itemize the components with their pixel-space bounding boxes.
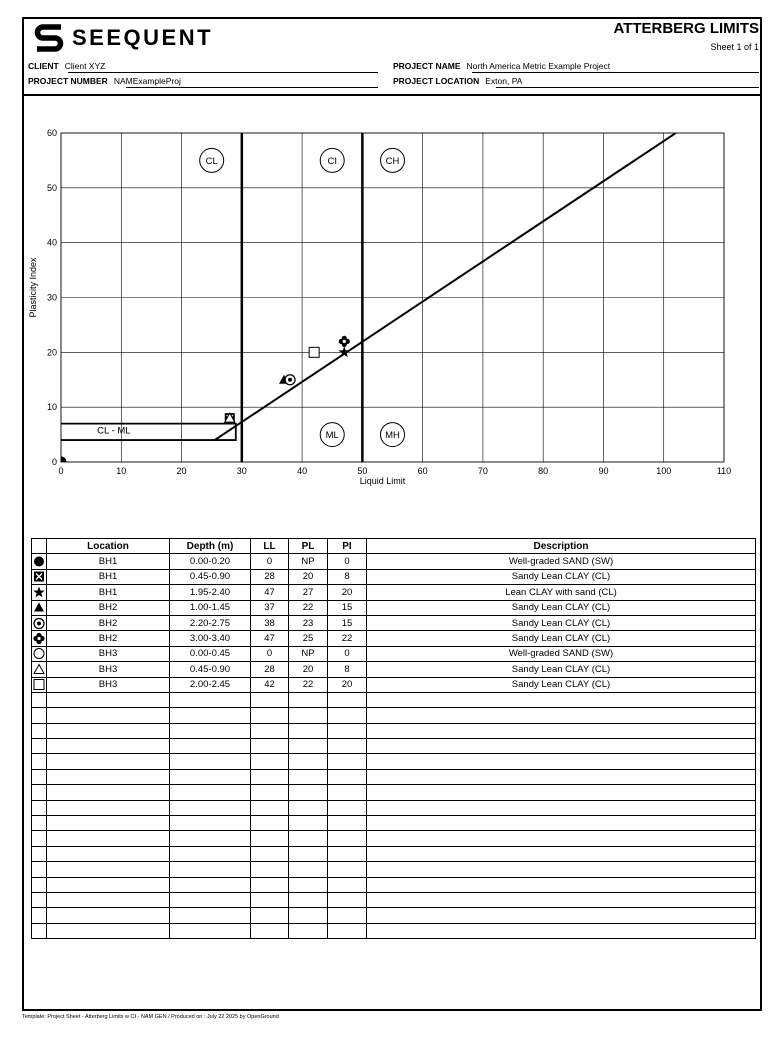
empty-table-row — [32, 739, 756, 754]
pi-cell: 15 — [328, 600, 367, 615]
zone-label: ML — [325, 430, 339, 442]
report-title: ATTERBERG LIMITS — [613, 20, 759, 37]
pi-cell: 8 — [328, 569, 367, 584]
ll-cell: 47 — [251, 631, 289, 646]
empty-cell — [328, 908, 367, 923]
empty-cell — [170, 739, 251, 754]
empty-cell — [289, 769, 328, 784]
pi-cell: 15 — [328, 615, 367, 630]
empty-cell — [170, 754, 251, 769]
empty-cell — [289, 708, 328, 723]
empty-cell — [170, 816, 251, 831]
empty-cell — [367, 800, 756, 815]
empty-cell — [32, 846, 47, 861]
table-row — [32, 677, 756, 692]
y-tick-label: 60 — [46, 128, 57, 138]
description-cell: Sandy Lean CLAY (CL) — [367, 569, 756, 584]
table-row — [32, 569, 756, 584]
depth-cell: 0.45-0.90 — [170, 662, 251, 677]
cl-ml-zone — [61, 424, 236, 440]
empty-cell — [32, 877, 47, 892]
project-number-value: NAMExampleProj — [113, 76, 181, 86]
depth-cell: 0.45-0.90 — [170, 569, 251, 584]
empty-cell — [367, 785, 756, 800]
symbol-cell — [32, 646, 47, 661]
empty-cell — [32, 908, 47, 923]
location-cell: BH1 — [47, 569, 170, 584]
empty-cell — [328, 816, 367, 831]
pl-cell: NP — [289, 646, 328, 661]
legend-symbol — [32, 663, 46, 676]
zone-label: CI — [327, 155, 337, 167]
empty-cell — [47, 877, 170, 892]
legend-symbol-shape — [34, 680, 44, 690]
empty-cell — [47, 785, 170, 800]
empty-cell — [32, 692, 47, 707]
y-tick-label: 40 — [46, 237, 57, 248]
footer-text: Template: Project Sheet - Atterberg Limits w CI - NAM GEN / Produced on : July 22 2025 by OpenGround — [22, 1014, 279, 1020]
empty-cell — [367, 831, 756, 846]
description-cell: Sandy Lean CLAY (CL) — [367, 631, 756, 646]
empty-cell — [251, 708, 289, 723]
table-row — [32, 554, 756, 569]
empty-cell — [47, 723, 170, 738]
empty-cell — [47, 816, 170, 831]
depth-cell: 3.00-3.40 — [170, 631, 251, 646]
legend-symbol-shape — [34, 649, 44, 659]
pl-header: PL — [289, 539, 328, 554]
empty-cell — [47, 754, 170, 769]
zone-label: CL — [205, 155, 218, 167]
empty-cell — [289, 908, 328, 923]
empty-cell — [328, 862, 367, 877]
empty-table-row — [32, 816, 756, 831]
legend-symbol — [32, 678, 46, 691]
location-cell: BH2 — [47, 631, 170, 646]
empty-table-row — [32, 892, 756, 907]
atterberg-table — [31, 538, 756, 939]
pi-cell: 8 — [328, 662, 367, 677]
ll-cell: 38 — [251, 615, 289, 630]
project-number-label: PROJECT NUMBER — [28, 76, 108, 86]
pi-cell: 0 — [328, 646, 367, 661]
empty-cell — [289, 877, 328, 892]
empty-cell — [289, 800, 328, 815]
y-tick-label: 20 — [46, 347, 57, 358]
empty-table-row — [32, 908, 756, 923]
empty-table-row — [32, 877, 756, 892]
symbol-cell — [32, 677, 47, 692]
empty-cell — [367, 892, 756, 907]
ll-cell: 28 — [251, 569, 289, 584]
pl-cell: 25 — [289, 631, 328, 646]
symbol-cell — [32, 662, 47, 677]
empty-cell — [289, 785, 328, 800]
data-point — [285, 375, 295, 385]
project-name-label: PROJECT NAME — [393, 61, 461, 71]
empty-cell — [32, 754, 47, 769]
empty-cell — [251, 892, 289, 907]
empty-cell — [32, 831, 47, 846]
symbol-cell — [32, 554, 47, 569]
empty-cell — [251, 754, 289, 769]
empty-table-row — [32, 923, 756, 938]
empty-cell — [367, 739, 756, 754]
zone-label: MH — [385, 430, 400, 442]
location-cell: BH3 — [47, 662, 170, 677]
legend-symbol — [32, 617, 46, 630]
ll-cell: 0 — [251, 554, 289, 569]
empty-cell — [170, 723, 251, 738]
sheet-number: Sheet 1 of 1 — [710, 42, 759, 52]
empty-cell — [289, 846, 328, 861]
x-tick-label: 80 — [538, 466, 549, 476]
pi-cell: 20 — [328, 585, 367, 600]
empty-cell — [289, 923, 328, 938]
empty-cell — [367, 923, 756, 938]
ll-cell: 42 — [251, 677, 289, 692]
empty-cell — [47, 831, 170, 846]
empty-cell — [328, 831, 367, 846]
empty-cell — [47, 769, 170, 784]
empty-cell — [367, 708, 756, 723]
empty-table-row — [32, 862, 756, 877]
pl-cell: NP — [289, 554, 328, 569]
x-tick-label: 0 — [58, 466, 64, 476]
symbol-cell — [32, 600, 47, 615]
empty-cell — [328, 846, 367, 861]
empty-cell — [170, 692, 251, 707]
description-cell: Sandy Lean CLAY (CL) — [367, 662, 756, 677]
symbol-header — [32, 539, 47, 554]
empty-table-row — [32, 769, 756, 784]
empty-cell — [47, 846, 170, 861]
pi-cell: 20 — [328, 677, 367, 692]
empty-table-row — [32, 800, 756, 815]
depth-header: Depth (m) — [170, 539, 251, 554]
empty-cell — [251, 769, 289, 784]
data-point — [309, 347, 319, 357]
legend-symbol-shape — [34, 664, 44, 673]
empty-cell — [32, 723, 47, 738]
table-row — [32, 662, 756, 677]
empty-cell — [328, 692, 367, 707]
empty-cell — [328, 923, 367, 938]
empty-cell — [251, 785, 289, 800]
location-cell: BH3 — [47, 646, 170, 661]
legend-symbol-shape — [34, 557, 44, 567]
empty-cell — [47, 800, 170, 815]
x-tick-label: 50 — [357, 466, 368, 476]
empty-cell — [47, 923, 170, 938]
cl-ml-label: CL - ML — [97, 425, 131, 437]
empty-cell — [47, 692, 170, 707]
pl-cell: 20 — [289, 569, 328, 584]
data-point — [339, 336, 350, 347]
empty-cell — [328, 877, 367, 892]
pi-cell: 0 — [328, 554, 367, 569]
empty-cell — [32, 800, 47, 815]
empty-cell — [170, 923, 251, 938]
empty-cell — [32, 816, 47, 831]
empty-cell — [251, 800, 289, 815]
legend-symbol — [32, 632, 46, 645]
description-cell: Sandy Lean CLAY (CL) — [367, 677, 756, 692]
zone-label: CH — [385, 155, 400, 167]
empty-table-row — [32, 831, 756, 846]
empty-cell — [289, 862, 328, 877]
pl-cell: 22 — [289, 677, 328, 692]
location-cell: BH3 — [47, 677, 170, 692]
empty-cell — [367, 769, 756, 784]
empty-table-row — [32, 692, 756, 707]
table-row — [32, 615, 756, 630]
empty-cell — [251, 723, 289, 738]
empty-table-row — [32, 846, 756, 861]
project-location-value: Exton, PA — [485, 76, 523, 86]
y-tick-label: 30 — [46, 292, 57, 303]
empty-cell — [328, 708, 367, 723]
pl-cell: 27 — [289, 585, 328, 600]
legend-symbol — [32, 601, 46, 614]
pl-cell: 20 — [289, 662, 328, 677]
x-tick-label: 40 — [297, 466, 308, 476]
depth-cell: 1.00-1.45 — [170, 600, 251, 615]
ll-cell: 0 — [251, 646, 289, 661]
depth-cell: 2.20-2.75 — [170, 615, 251, 630]
legend-symbol-shape — [34, 618, 44, 628]
legend-symbol — [32, 647, 46, 660]
description-cell: Sandy Lean CLAY (CL) — [367, 600, 756, 615]
empty-cell — [170, 831, 251, 846]
empty-cell — [47, 892, 170, 907]
empty-cell — [32, 892, 47, 907]
empty-cell — [251, 846, 289, 861]
empty-table-row — [32, 708, 756, 723]
description-cell: Well-graded SAND (SW) — [367, 646, 756, 661]
table-row — [32, 600, 756, 615]
description-cell: Lean CLAY with sand (CL) — [367, 585, 756, 600]
pl-cell: 22 — [289, 600, 328, 615]
empty-cell — [328, 723, 367, 738]
y-tick-label: 0 — [51, 457, 57, 467]
symbol-cell — [32, 615, 47, 630]
y-tick-label: 10 — [46, 402, 57, 413]
empty-cell — [289, 816, 328, 831]
x-tick-label: 30 — [236, 466, 247, 476]
empty-cell — [328, 739, 367, 754]
empty-cell — [328, 754, 367, 769]
empty-cell — [32, 923, 47, 938]
empty-cell — [367, 692, 756, 707]
location-cell: BH1 — [47, 585, 170, 600]
description-cell: Sandy Lean CLAY (CL) — [367, 615, 756, 630]
empty-cell — [367, 754, 756, 769]
client-label: CLIENT — [28, 61, 59, 71]
empty-cell — [289, 831, 328, 846]
location-cell: BH1 — [47, 554, 170, 569]
legend-symbol-shape — [34, 572, 44, 582]
y-axis-label: Plasticity Index — [28, 257, 38, 318]
legend-symbol-shape — [33, 586, 44, 597]
legend-symbol — [32, 570, 46, 583]
empty-cell — [328, 769, 367, 784]
symbol-cell — [32, 569, 47, 584]
a-line — [215, 133, 676, 440]
pi-cell: 22 — [328, 631, 367, 646]
empty-cell — [47, 862, 170, 877]
x-tick-label: 100 — [656, 466, 672, 476]
empty-cell — [251, 877, 289, 892]
empty-cell — [251, 739, 289, 754]
description-cell: Well-graded SAND (SW) — [367, 554, 756, 569]
empty-cell — [251, 831, 289, 846]
empty-cell — [367, 908, 756, 923]
empty-cell — [170, 877, 251, 892]
x-tick-label: 60 — [417, 466, 428, 476]
empty-cell — [32, 708, 47, 723]
empty-cell — [170, 862, 251, 877]
depth-cell: 1.95-2.40 — [170, 585, 251, 600]
empty-cell — [170, 846, 251, 861]
empty-table-row — [32, 754, 756, 769]
empty-cell — [170, 769, 251, 784]
empty-cell — [367, 816, 756, 831]
empty-table-row — [32, 723, 756, 738]
table-header-row — [32, 539, 756, 554]
empty-cell — [289, 692, 328, 707]
y-tick-label: 50 — [46, 182, 57, 193]
empty-cell — [251, 862, 289, 877]
empty-cell — [251, 692, 289, 707]
x-tick-label: 90 — [598, 466, 609, 476]
x-tick-label: 70 — [477, 466, 488, 476]
empty-cell — [367, 723, 756, 738]
symbol-cell — [32, 631, 47, 646]
project-location-label: PROJECT LOCATION — [393, 76, 480, 86]
empty-cell — [328, 800, 367, 815]
empty-cell — [289, 739, 328, 754]
x-tick-label: 10 — [116, 466, 127, 476]
legend-symbol — [32, 555, 46, 568]
empty-cell — [367, 846, 756, 861]
table-row — [32, 631, 756, 646]
empty-cell — [367, 877, 756, 892]
x-axis-label: Liquid Limit — [359, 476, 406, 486]
symbol-cell — [32, 585, 47, 600]
empty-cell — [47, 708, 170, 723]
empty-cell — [32, 769, 47, 784]
pl-cell: 23 — [289, 615, 328, 630]
table-row — [32, 646, 756, 661]
pi-header: PI — [328, 539, 367, 554]
empty-cell — [328, 892, 367, 907]
x-tick-label: 20 — [176, 466, 187, 476]
empty-cell — [32, 739, 47, 754]
depth-cell: 0.00-0.20 — [170, 554, 251, 569]
depth-cell: 2.00-2.45 — [170, 677, 251, 692]
location-cell: BH2 — [47, 615, 170, 630]
depth-cell: 0.00-0.45 — [170, 646, 251, 661]
empty-cell — [367, 862, 756, 877]
legend-symbol — [32, 586, 46, 599]
empty-cell — [47, 908, 170, 923]
ll-cell: 37 — [251, 600, 289, 615]
empty-cell — [251, 908, 289, 923]
table-row — [32, 585, 756, 600]
legend-symbol-shape — [33, 633, 44, 644]
empty-cell — [32, 862, 47, 877]
ll-header: LL — [251, 539, 289, 554]
empty-cell — [289, 754, 328, 769]
empty-cell — [47, 739, 170, 754]
ll-cell: 28 — [251, 662, 289, 677]
x-tick-label: 110 — [716, 466, 732, 476]
empty-cell — [170, 908, 251, 923]
empty-cell — [170, 708, 251, 723]
empty-cell — [289, 723, 328, 738]
empty-cell — [328, 785, 367, 800]
empty-table-row — [32, 785, 756, 800]
brand-name: SEEQUENT — [72, 25, 214, 50]
empty-cell — [170, 800, 251, 815]
project-name-value: North America Metric Example Project — [466, 61, 611, 71]
legend-symbol-shape — [34, 603, 44, 612]
empty-cell — [170, 892, 251, 907]
empty-cell — [170, 785, 251, 800]
empty-cell — [251, 816, 289, 831]
client-value: Client XYZ — [64, 61, 106, 71]
description-header: Description — [367, 539, 756, 554]
ll-cell: 47 — [251, 585, 289, 600]
empty-cell — [32, 785, 47, 800]
location-cell: BH2 — [47, 600, 170, 615]
empty-cell — [289, 892, 328, 907]
location-header: Location — [47, 539, 170, 554]
empty-cell — [251, 923, 289, 938]
